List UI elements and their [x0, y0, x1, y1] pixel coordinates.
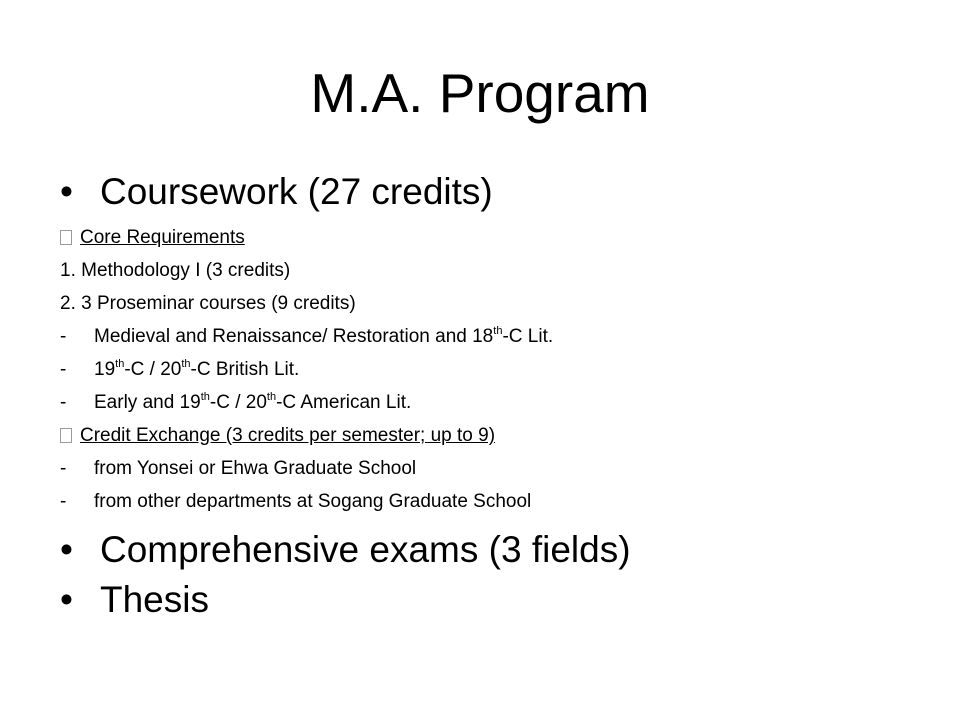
dash-marker: -: [60, 491, 67, 512]
exchange-item-sogang: [60, 490, 531, 514]
superscript: th: [115, 358, 125, 370]
slide-title: M.A. Program: [310, 62, 650, 124]
bullet-thesis: [60, 578, 209, 622]
text-part: -C Lit.: [502, 326, 554, 347]
exchange-text: from other departments at Sogang Graduate School: [94, 491, 532, 512]
proseminar-british: [60, 358, 299, 382]
dash-marker: -: [60, 326, 67, 347]
proseminar-item: 2. 3 Proseminar courses (9 credits): [60, 293, 356, 314]
thesis-heading: Thesis: [100, 579, 209, 620]
bullet-exams: [60, 528, 631, 572]
proseminar-medieval: [60, 325, 553, 349]
text-part: -C British Lit.: [190, 359, 300, 380]
dash-marker: -: [60, 359, 67, 380]
coursework-heading: Coursework (27 credits): [100, 171, 493, 212]
text-part: Early and 19: [94, 392, 201, 413]
bullet-dot: •: [60, 529, 73, 570]
core-requirements-label: Core Requirements: [80, 227, 245, 248]
exams-heading: Comprehensive exams (3 fields): [100, 529, 631, 570]
list-item: [60, 259, 290, 283]
superscript: th: [266, 391, 277, 403]
superscript: th: [493, 325, 503, 337]
text-part: -C / 20: [124, 359, 182, 380]
proseminar-american: [60, 391, 411, 415]
exchange-text: from Yonsei or Ehwa Graduate School: [94, 458, 417, 479]
text-part: -C / 20: [209, 392, 267, 413]
list-item: [60, 292, 356, 316]
text-part: Medieval and Renaissance/ Restoration and 18: [94, 326, 494, 347]
text-part: -C American Lit.: [276, 392, 412, 413]
bullet-dot: •: [60, 171, 73, 212]
text-part: 19: [94, 359, 116, 380]
core-requirements-row: [60, 226, 245, 250]
credit-exchange-label: Credit Exchange (3 credits per semester; up to 9): [80, 425, 496, 446]
checkbox-square-icon: [60, 230, 72, 245]
checkbox-square-icon: [60, 428, 72, 443]
exchange-item-yonsei: [60, 457, 416, 481]
dash-marker: -: [60, 458, 67, 479]
dash-marker: -: [60, 392, 67, 413]
credit-exchange-row: [60, 424, 495, 448]
superscript: th: [181, 358, 191, 370]
bullet-dot: •: [60, 579, 73, 620]
bullet-coursework: [60, 170, 493, 214]
superscript: th: [200, 391, 210, 403]
methodology-item: 1. Methodology I (3 credits): [60, 260, 291, 281]
